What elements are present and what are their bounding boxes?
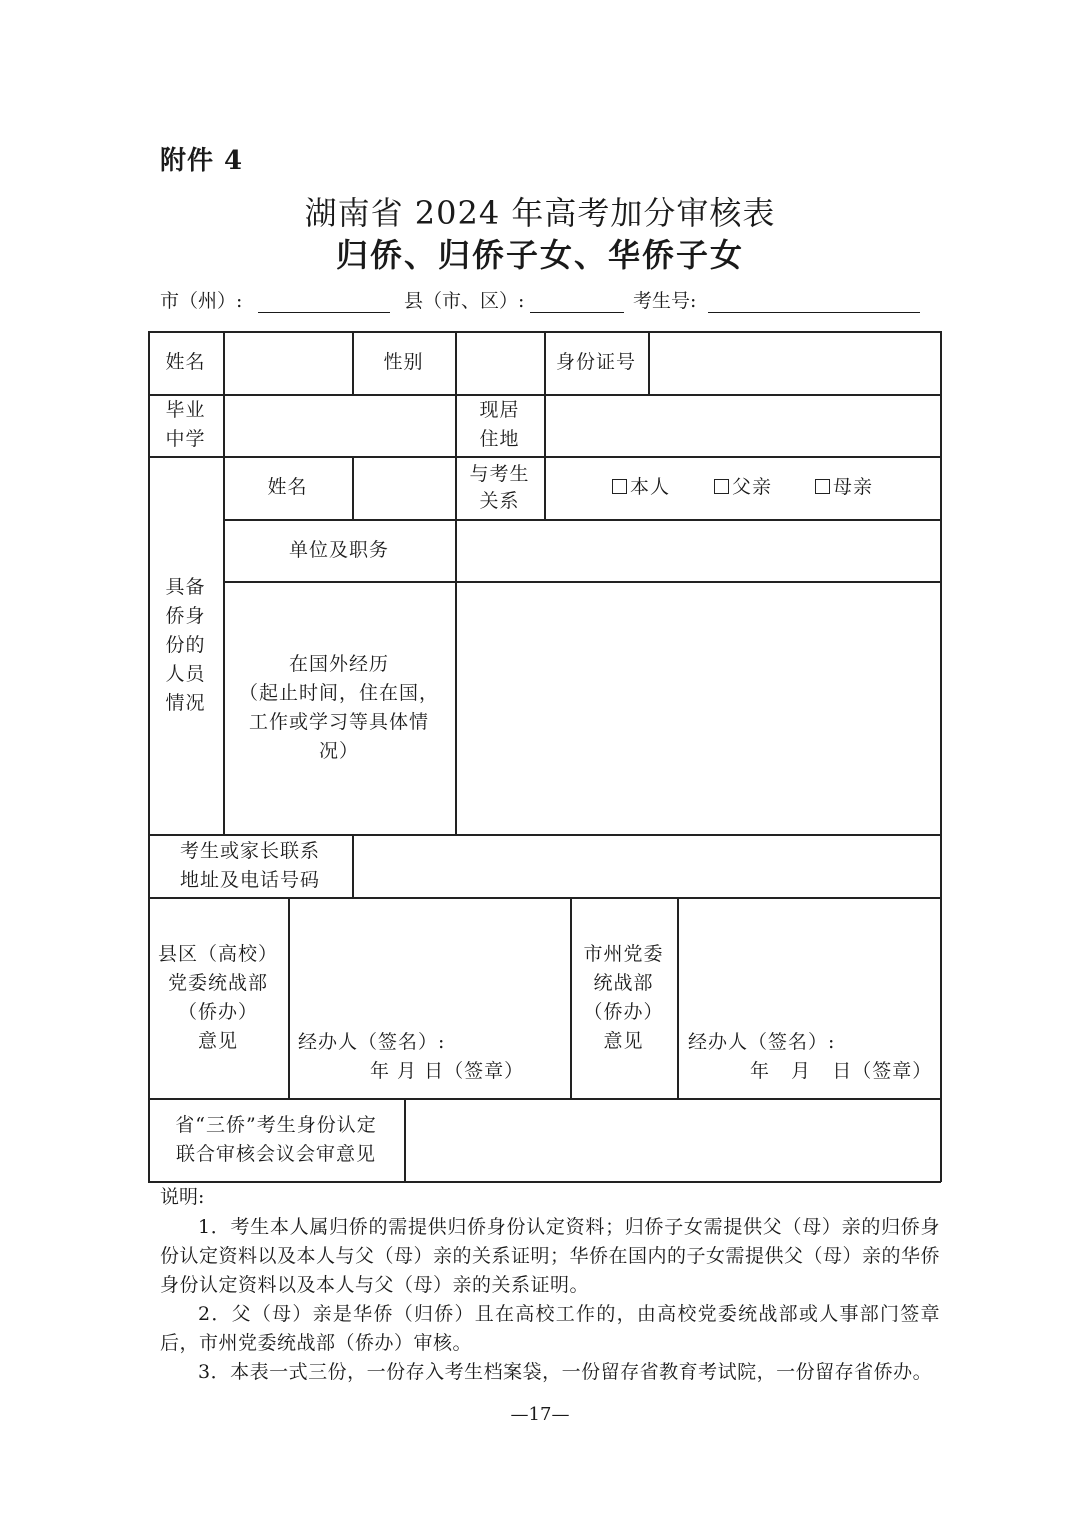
form-table — [148, 331, 941, 1182]
gender-label: 性别 — [383, 351, 424, 373]
option-father[interactable]: 父亲 — [714, 473, 772, 502]
joint-review-label: 省“三侨”考生身份认定 联合审核会议会审意见 — [175, 1113, 377, 1165]
contact-input[interactable] — [353, 835, 940, 897]
city-opinion-label: 市州党委 统战部 （侨办） 意见 — [583, 942, 664, 1052]
name-input[interactable] — [224, 332, 352, 394]
county-date-stamp: 年 月 日（签章） — [370, 1060, 525, 1082]
residence-label: 现居 住地 — [479, 399, 520, 450]
checkbox-icon[interactable] — [815, 479, 830, 494]
city-label: 市（州）: — [160, 290, 243, 312]
note-item-1: 1．考生本人属归侨的需提供归侨身份认定资料；归侨子女需提供父（母）亲的归侨身份认定资料以及本人与父（母）亲的关系证明；华侨在国内的子女需提供父（母）亲的华侨身份认定资料以及本人与父（母）亲的关系证明。 — [160, 1216, 941, 1296]
county-blank[interactable] — [530, 292, 624, 313]
option-self[interactable]: 本人 — [612, 473, 670, 502]
note-item-2: 2．父（母）亲是华侨（归侨）且在高校工作的，由高校党委统战部或人事部门签章后，市州党委统战部（侨办）审核。 — [160, 1303, 940, 1354]
page-number: —17— — [510, 1404, 570, 1425]
work-unit-label: 单位及职务 — [288, 538, 389, 561]
city-opinion-box[interactable] — [678, 898, 940, 1098]
abroad-input[interactable] — [456, 582, 940, 834]
county-label: 县（市、区）: — [404, 290, 525, 312]
checkbox-icon[interactable] — [612, 479, 627, 494]
county-handler-sign: 经办人（签名）: — [298, 1031, 446, 1053]
name-label: 姓名 — [165, 351, 206, 373]
city-handler-sign: 经办人（签名）: — [688, 1031, 836, 1053]
city-blank[interactable] — [258, 292, 390, 313]
school-label: 毕业 中学 — [165, 399, 206, 450]
table-border-right — [940, 331, 942, 1182]
joint-review-input[interactable] — [405, 1099, 940, 1181]
abroad-label: 在国外经历 （起止时间，住在国， 工作或学习等具体情 况） — [238, 652, 439, 762]
exam-no-blank[interactable] — [708, 292, 920, 313]
form-title: 湖南省 2024 年高考加分审核表 — [304, 194, 776, 232]
checkbox-icon[interactable] — [714, 479, 729, 494]
relation-options — [544, 456, 940, 519]
person-name-input[interactable] — [353, 457, 455, 519]
form-subtitle: 归侨、归侨子女、华侨子女 — [335, 236, 744, 274]
work-unit-input[interactable] — [456, 520, 940, 581]
status-group-label: 具备侨身份的人员情况 — [165, 575, 206, 714]
school-input[interactable] — [224, 395, 455, 456]
county-field — [404, 286, 624, 313]
contact-label: 考生或家长联系 地址及电话号码 — [179, 839, 320, 891]
city-field — [160, 286, 390, 313]
note-item-3: 3．本表一式三份，一份存入考生档案袋，一份留存省教育考试院，一份留存省侨办。 — [198, 1361, 933, 1383]
city-date-stamp: 年 月 日（签章） — [750, 1060, 933, 1082]
attachment-label: 附件 4 — [160, 146, 244, 176]
person-name-label: 姓名 — [267, 476, 308, 498]
id-no-label: 身份证号 — [555, 351, 636, 373]
exam-no-field — [633, 286, 920, 313]
exam-no-label: 考生号: — [633, 290, 697, 312]
notes-heading: 说明: — [160, 1186, 205, 1208]
id-no-input[interactable] — [649, 332, 940, 394]
option-mother[interactable]: 母亲 — [815, 473, 873, 502]
county-opinion-box[interactable] — [289, 898, 570, 1098]
county-opinion-label: 县区（高校） 党委统战部 （侨办） 意见 — [157, 942, 278, 1052]
residence-input[interactable] — [545, 395, 940, 456]
relation-label: 与考生 关系 — [469, 462, 530, 512]
notes-section — [160, 1183, 940, 1387]
gender-input[interactable] — [456, 332, 544, 394]
